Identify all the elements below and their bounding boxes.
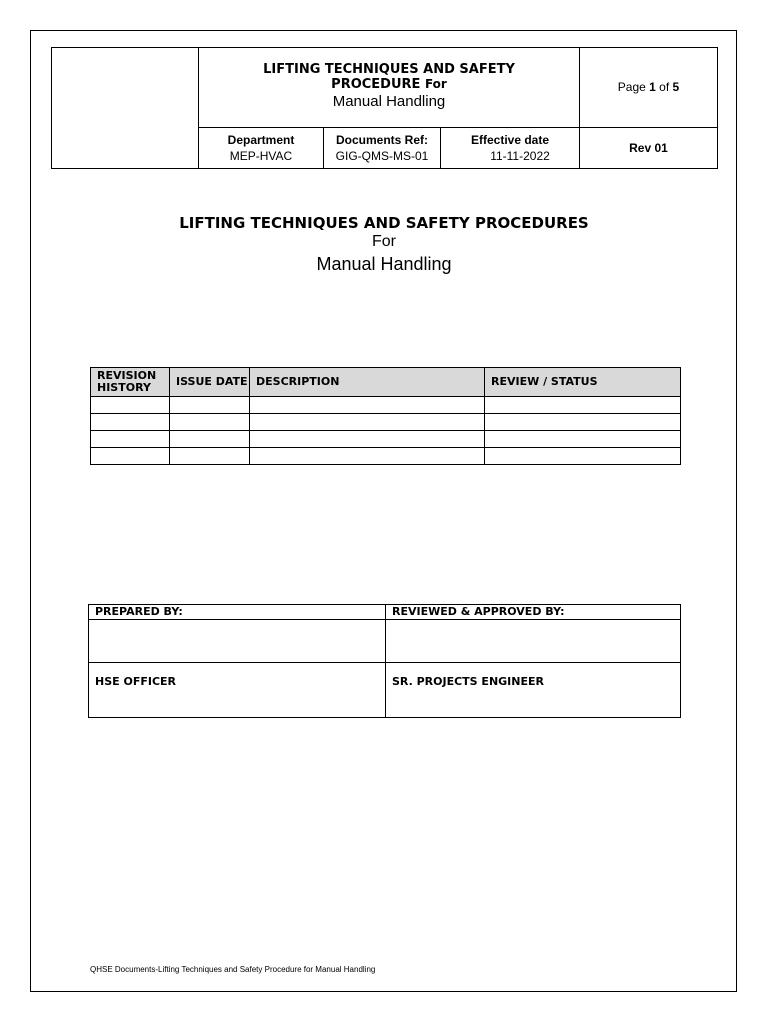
column-header-description: DESCRIPTION: [250, 368, 485, 397]
department-label: Department: [227, 132, 295, 147]
docref-cell: [324, 127, 441, 168]
revision-history-table: [90, 367, 681, 465]
header-title-line1: LIFTING TECHNIQUES AND SAFETY: [263, 62, 515, 78]
main-title-line1: LIFTING TECHNIQUES AND SAFETY PROCEDURES: [179, 214, 589, 232]
column-header-review-status: REVIEW / STATUS: [485, 368, 681, 397]
header-title-procedure: PROCEDURE: [331, 77, 421, 93]
signature-table: [88, 604, 681, 718]
page-total: 5: [672, 80, 680, 95]
page-number-cell: [580, 48, 718, 128]
department-cell: [199, 127, 324, 168]
revision-value: Rev 01: [629, 140, 668, 155]
reviewed-approved-by-label: REVIEWED & APPROVED BY:: [386, 605, 681, 620]
page-of: of: [659, 80, 670, 95]
department-value: MEP-HVAC: [229, 148, 293, 163]
revision-cell: [580, 127, 718, 168]
table-cell: [485, 397, 681, 414]
page-footer: QHSE Documents-Lifting Techniques and Safety Procedure for Manual Handling: [90, 965, 376, 974]
page-border: [30, 30, 737, 992]
table-header-row: [91, 368, 681, 397]
main-title-line3: Manual Handling: [316, 254, 452, 274]
table-row: [91, 397, 681, 414]
main-title-line2: For: [372, 233, 396, 250]
docref-value: GIG-QMS-MS-01: [335, 148, 429, 163]
header-title-for: For: [424, 77, 447, 92]
table-cell: [170, 431, 250, 448]
docref-label: Documents Ref:: [335, 132, 428, 147]
column-header-issue-date: ISSUE DATE: [170, 368, 250, 397]
column-header-revision-history: REVISION HISTORY: [91, 368, 170, 397]
prepared-by-role: HSE OFFICER: [89, 663, 386, 718]
prepared-by-signature-space: [89, 620, 386, 663]
header-title-line3: Manual Handling: [332, 93, 446, 111]
page-prefix: Page: [617, 80, 646, 95]
table-cell: [91, 431, 170, 448]
table-cell: [250, 431, 485, 448]
table-cell: [250, 397, 485, 414]
document-header: [51, 47, 718, 169]
table-row: [91, 414, 681, 431]
table-row: [91, 448, 681, 465]
effective-date-value: 11-11-2022: [490, 148, 550, 163]
table-cell: [170, 448, 250, 465]
table-cell: [91, 397, 170, 414]
header-title-line2: [199, 77, 579, 92]
table-cell: [250, 448, 485, 465]
table-cell: [170, 397, 250, 414]
table-cell: [250, 414, 485, 431]
table-cell: [485, 431, 681, 448]
page-current: 1: [649, 80, 656, 95]
effective-date-cell: [441, 127, 580, 168]
table-cell: [170, 414, 250, 431]
table-cell: [91, 414, 170, 431]
table-cell: [485, 414, 681, 431]
main-title: [0, 214, 768, 276]
table-cell: [91, 448, 170, 465]
header-title-cell: [199, 48, 580, 128]
logo-cell: [52, 48, 199, 169]
reviewed-by-signature-space: [386, 620, 681, 663]
effective-date-label: Effective date: [470, 132, 550, 147]
table-cell: [485, 448, 681, 465]
reviewed-by-role: SR. PROJECTS ENGINEER: [386, 663, 681, 718]
prepared-by-label: PREPARED BY:: [89, 605, 386, 620]
table-row: [91, 431, 681, 448]
